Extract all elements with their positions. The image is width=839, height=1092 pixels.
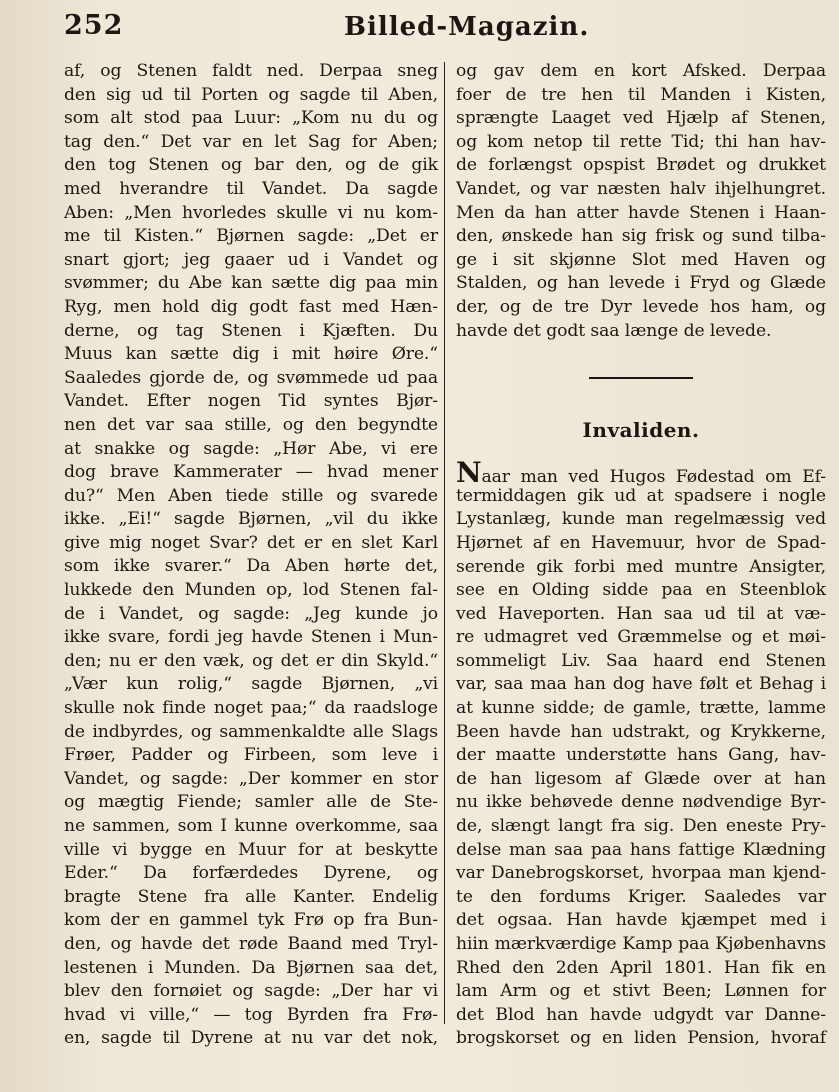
text-line: var, saa maa han dog have følt et Behag i (456, 674, 826, 695)
column-divider (444, 62, 445, 1024)
text-line: sommeligt Liv. Saa haard end Stenen (456, 650, 826, 671)
text-line: at snakke og sagde: „Hør Abe, vi ere (64, 438, 438, 459)
text-line: den, ønskede han sig frisk og sund tilba- (456, 226, 826, 247)
first-line-text: aar man ved Hugos Fødestad om Ef- (481, 467, 826, 488)
page-number: 252 (64, 10, 124, 41)
first-paragraph-line (456, 456, 826, 490)
text-line: serende gik forbi med muntre Ansigter, (456, 556, 826, 577)
text-line: nu ikke behøvede denne nødvendige Byr- (456, 792, 826, 813)
text-line: brogskorset og en liden Pension, hvoraf (456, 1028, 826, 1049)
text-line: dog brave Kammerater — hvad mener (64, 462, 438, 483)
text-line: kom der en gammel tyk Frø op fra Bun- (64, 910, 438, 931)
text-line: snart gjort; jeg gaaer ud i Vandet og (64, 249, 438, 270)
left-column (64, 60, 438, 1051)
text-line: den; nu er den væk, og det er din Skyld.“ (64, 650, 438, 671)
text-line: Saaledes gjorde de, og svømmede ud paa (64, 367, 438, 388)
right-column (456, 60, 826, 1051)
text-line: ge i sit skjønne Slot med Haven og (456, 249, 826, 270)
text-line: foer de tre hen til Manden i Kisten, (456, 84, 826, 105)
text-line: skulle nok finde noget paa;“ da raadsloge (64, 698, 438, 719)
text-line: give mig noget Svar? det er en slet Karl (64, 532, 438, 553)
text-line: ne sammen, som I kunne overkomme, saa (64, 816, 438, 836)
text-line: lam Arm og et stivt Been; Lønnen for (456, 981, 826, 1002)
text-line: og mægtig Fiende; samler alle de Ste- (64, 792, 438, 813)
text-line: der, og de tre Dyr levede hos ham, og (456, 296, 826, 317)
text-line: tag den.“ Det var en let Sag for Aben; (64, 131, 438, 152)
drop-initial: N (456, 456, 482, 490)
text-line: ved Haveporten. Han saa ud til at væ- (456, 603, 826, 624)
running-title: Billed-Magazin. (344, 12, 590, 42)
section-title: Invaliden. (582, 418, 700, 443)
text-line: hvad vi ville,“ — tog Byrden fra Frø- (64, 1004, 438, 1025)
text-line: ikke svare, fordi jeg havde Stenen i Mun- (64, 627, 438, 648)
text-line: Been havde han udstrakt, og Krykkerne, (456, 721, 826, 742)
text-line: Vandet. Efter nogen Tid syntes Bjør- (64, 391, 438, 412)
text-line: sprængte Laaget ved Hjælp af Stenen, (456, 108, 826, 129)
text-line: te den fordums Kriger. Saaledes var (456, 886, 826, 907)
text-line: de forlængst opspist Brødet og drukket (456, 155, 826, 176)
text-line: re udmagret ved Græmmelse og et møi- (456, 627, 826, 648)
text-line: det ogsaa. Han havde kjæmpet med i (456, 910, 826, 931)
text-line: de i Vandet, og sagde: „Jeg kunde jo (64, 603, 438, 624)
text-line: ikke. „Ei!“ sagde Bjørnen, „vil du ikke (64, 509, 438, 530)
text-line: der maatte understøtte hans Gang, hav- (456, 745, 826, 766)
text-line: bragte Stene fra alle Kanter. Endelig (64, 886, 438, 907)
text-line: Hjørnet af en Havemuur, hvor de Spad- (456, 532, 826, 553)
text-line: nen det var saa stille, og den begyndte (64, 414, 438, 435)
text-line: Ryg, men hold dig godt fast med Hæn- (64, 296, 438, 317)
text-line: me til Kisten.“ Bjørnen sagde: „Det er (64, 226, 438, 247)
page-header (64, 10, 764, 50)
text-line: Aben: „Men hvorledes skulle vi nu kom- (64, 202, 438, 223)
text-line: en, sagde til Dyrene at nu var det nok, (64, 1028, 438, 1049)
text-line: som alt stod paa Luur: „Kom nu du og (64, 108, 438, 129)
text-line: svømmer; du Abe kan sætte dig paa min (64, 273, 438, 294)
text-line: see en Olding sidde paa en Steenblok (456, 580, 826, 601)
text-line: Eder.“ Da forfærdedes Dyrene, og (64, 863, 438, 884)
text-line: „Vær kun rolig,“ sagde Bjørnen, „vi (64, 674, 438, 695)
text-line: af, og Stenen faldt ned. Derpaa sneg (64, 61, 438, 81)
section-separator-rule (589, 377, 693, 379)
text-line: Frøer, Padder og Firbeen, som leve i (64, 745, 438, 766)
text-line: blev den fornøiet og sagde: „Der har vi (64, 981, 438, 1002)
text-line: de han ligesom af Glæde over at han (456, 768, 826, 789)
text-line: lukkede den Munden op, lod Stenen fal- (64, 580, 438, 601)
text-line: termiddagen gik ud at spadsere i nogle (456, 485, 826, 506)
text-line: Muus kan sætte dig i mit høire Øre.“ (64, 344, 438, 365)
text-line: de, slængt langt fra sig. Den eneste Pry- (456, 816, 826, 837)
text-line: den, og havde det røde Baand med Tryl- (64, 933, 438, 954)
text-line: det Blod han havde udgydt var Danne- (456, 1004, 826, 1025)
text-line: Men da han atter havde Stenen i Haan- (456, 202, 826, 223)
text-line: de indbyrdes, og sammenkaldte alle Slags (64, 721, 438, 742)
text-line: Vandet, og sagde: „Der kommer en stor (64, 768, 438, 789)
text-line: du?“ Men Aben tiede stille og svarede (64, 485, 438, 506)
text-line: hiin mærkværdige Kamp paa Kjøbenhavns (456, 934, 826, 954)
text-line: og kom netop til rette Tid; thi han hav- (456, 131, 826, 152)
text-line: derne, og tag Stenen i Kjæften. Du (64, 320, 438, 341)
text-line: delse man saa paa hans fattige Klædning (456, 839, 826, 860)
story-ending (456, 60, 826, 343)
text-line: at kunne sidde; de gamle, trætte, lamme (456, 698, 826, 719)
section-body (456, 456, 826, 1051)
text-line: Rhed den 2den April 1801. Han fik en (456, 957, 826, 978)
text-line: og gav dem en kort Afsked. Derpaa (456, 61, 826, 81)
text-line: Lystanlæg, kunde man regelmæssig ved (456, 509, 826, 530)
text-line: ville vi bygge en Muur for at beskytte (64, 839, 438, 860)
text-line: lestenen i Munden. Da Bjørnen saa det, (64, 957, 438, 978)
section-text (456, 485, 826, 1051)
text-line: havde det godt saa længe de levede. (456, 320, 772, 341)
text-line: med hverandre til Vandet. Da sagde (64, 178, 438, 199)
text-line: den sig ud til Porten og sagde til Aben, (64, 84, 438, 105)
text-line: var Danebrogskorset, hvorpaa man kjend- (456, 863, 826, 884)
text-line: Stalden, og han levede i Fryd og Glæde (456, 273, 826, 294)
text-line: Vandet, og var næsten halv ihjelhungret. (456, 178, 826, 199)
text-line: den tog Stenen og bar den, og de gik (64, 155, 438, 176)
text-line: som ikke svarer.“ Da Aben hørte det, (64, 556, 438, 577)
